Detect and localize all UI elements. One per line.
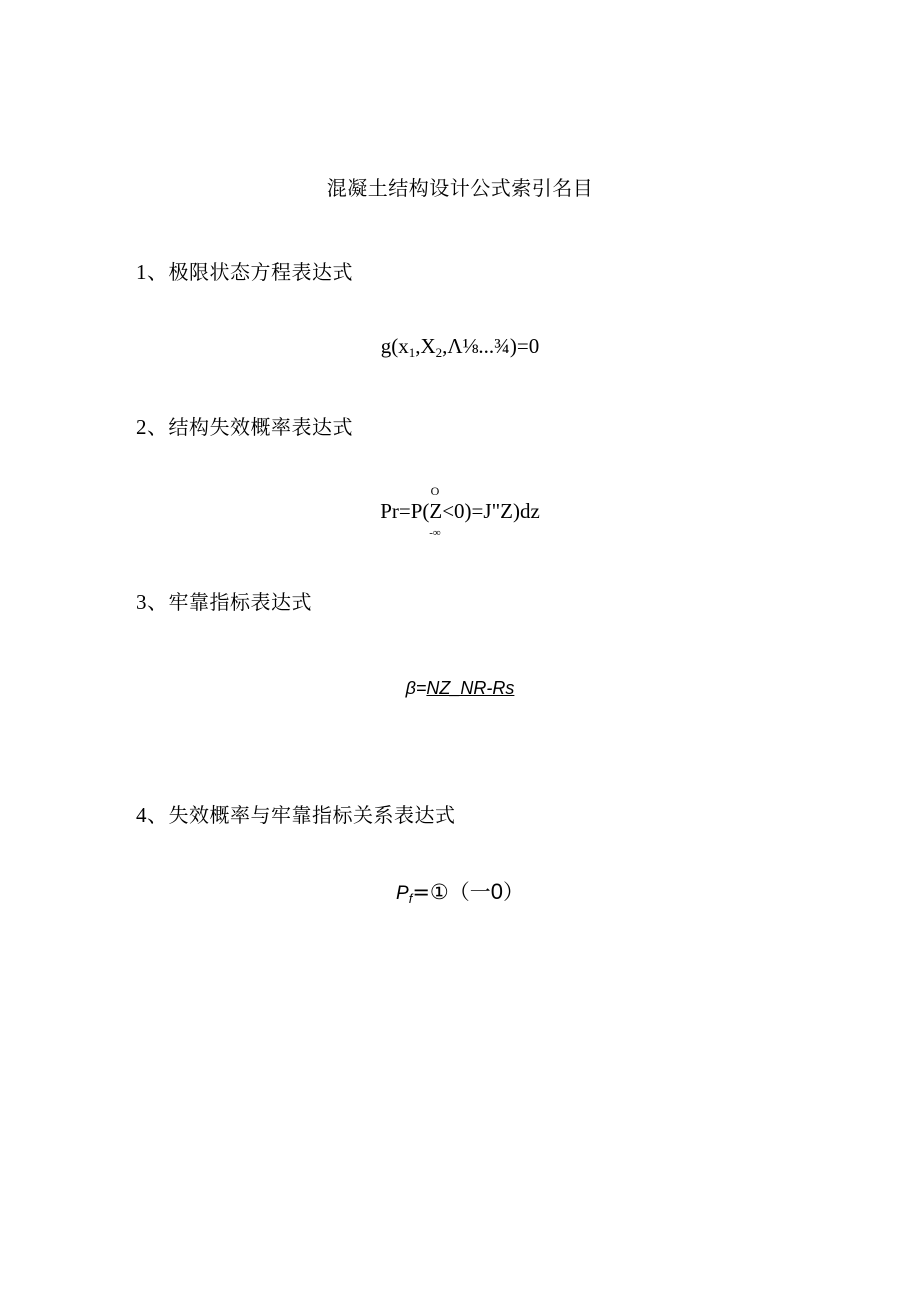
section-4-heading (136, 799, 456, 829)
section-heading-text: 失效概率与牢靠指标关系表达式 (168, 803, 456, 827)
formula-subscript: 2 (435, 345, 443, 360)
integral-upper-limit: O (430, 484, 440, 498)
formula-close-paren: ） (502, 880, 524, 904)
section-heading-text: 结构失效概率表达式 (168, 415, 353, 439)
section-1-heading (136, 256, 353, 286)
section-2-heading (136, 411, 353, 441)
formula-beta: β= (405, 678, 427, 698)
formula-part: ,Λ⅛...¾)=0 (442, 334, 540, 358)
section-number: 3、 (136, 590, 169, 614)
integral-lower-limit: -∞ (429, 527, 441, 539)
formula-part: ,X (415, 334, 436, 358)
failure-probability-formula: Pr=P(Z<0)=J"Z)dz (380, 499, 540, 523)
formula-subscript: f (408, 891, 413, 906)
section-heading-text: 极限状态方程表达式 (168, 260, 353, 284)
limit-state-equation (0, 334, 920, 361)
formula-part: =①（一 (412, 880, 491, 904)
formula-p-letter: P (396, 883, 409, 904)
reliability-index-formula (0, 678, 920, 699)
page-title: 混凝土结构设计公式索引名目 (326, 176, 594, 200)
section-number: 4、 (136, 803, 169, 827)
formula-underlined-part: NZ_NR-Rs (426, 678, 515, 698)
section-3-heading (136, 586, 312, 616)
formula-p (396, 883, 412, 904)
formula-subscript: 1 (408, 345, 416, 360)
formula-part: g(x (380, 334, 409, 358)
section-heading-text: 牢靠指标表达式 (168, 590, 312, 614)
probability-reliability-relation-formula (0, 876, 920, 906)
formula-zero: 0 (490, 879, 503, 904)
section-number: 2、 (136, 415, 169, 439)
section-number: 1、 (136, 260, 169, 284)
